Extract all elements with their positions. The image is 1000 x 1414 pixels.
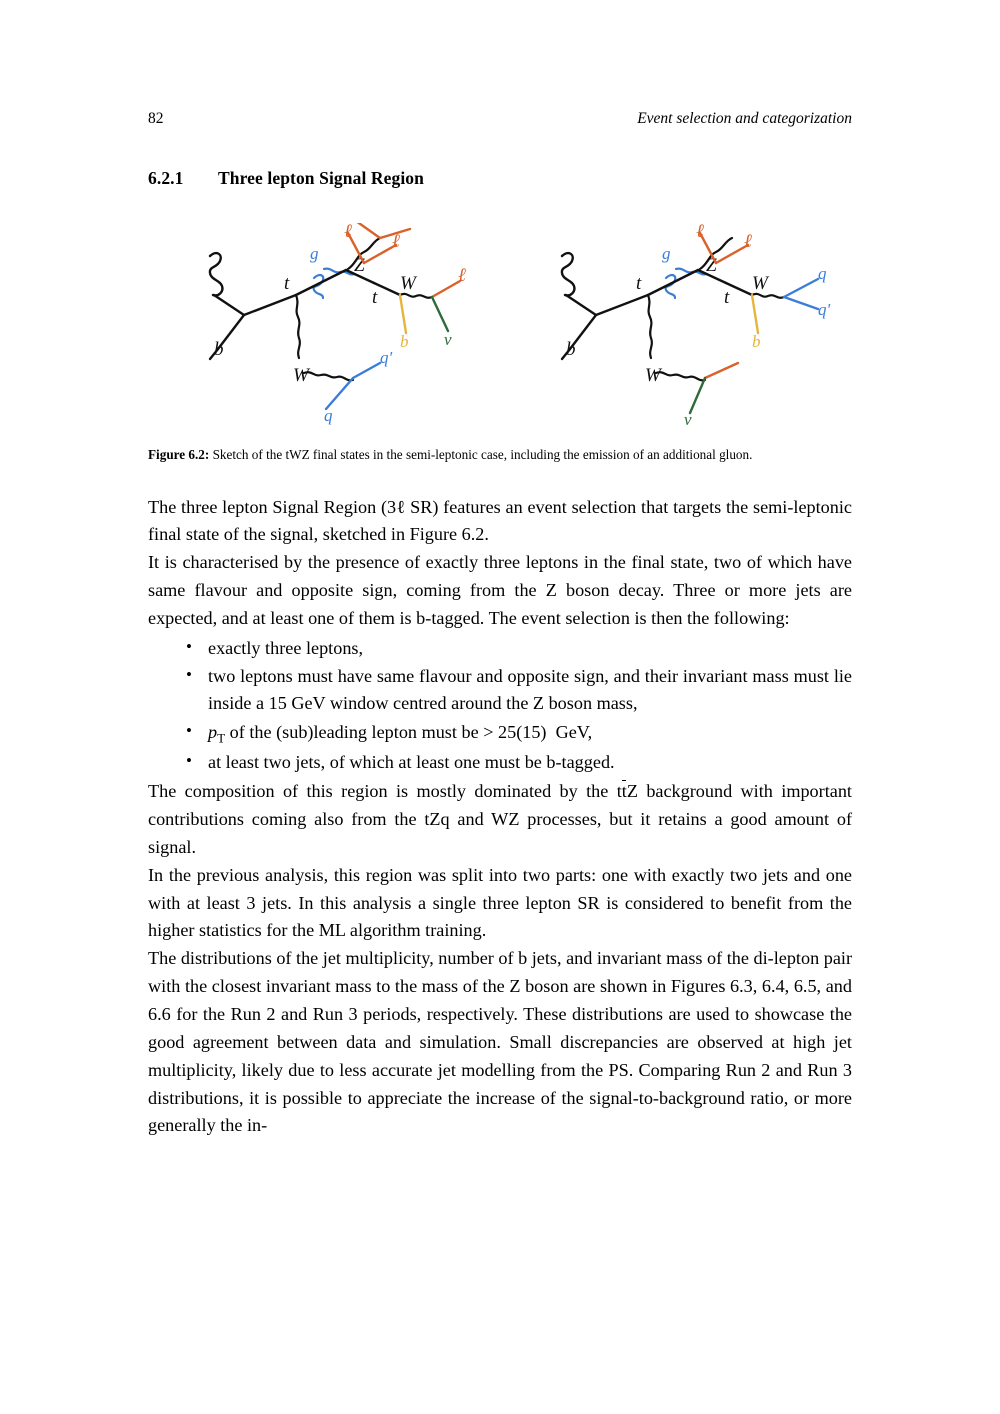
list-item: • exactly three leptons,: [186, 635, 852, 662]
svg-text:b: b: [400, 332, 409, 351]
svg-text:q: q: [818, 264, 827, 283]
svg-text:W: W: [400, 273, 416, 294]
svg-text:b: b: [214, 339, 224, 360]
figure-caption-text: Sketch of the tWZ final states in the semi-leptonic case, including the emission of an additional gluon.: [212, 447, 753, 462]
paragraph-3-post: Z background with important contributions coming also from the tZq and WZ processes, but it retains a good amount of signal.: [148, 781, 852, 857]
page-number: 82: [148, 110, 164, 127]
svg-text:q: q: [324, 406, 333, 425]
paragraph-1: The three lepton Signal Region (3ℓ SR) features an event selection that targets the semi-leptonic final state of the signal, sketched in Figure 6.2.: [148, 496, 852, 545]
svg-text:ℓ: ℓ: [744, 231, 752, 252]
svg-text:ℓ: ℓ: [458, 265, 466, 286]
body-text: [148, 494, 852, 1141]
svg-text:g: g: [662, 244, 671, 263]
section-title: Three lepton Signal Region: [218, 168, 424, 188]
feynman-diagram-sketch: [148, 223, 852, 438]
paragraph-5: The distributions of the jet multiplicity, number of b jets, and invariant mass of the di-lepton pair with the closest invariant mass to the mass of the Z boson are shown in Figures 6.3, 6.4, 6.5, and 6.6 for the Run 2 and Run 3 periods, respectively. These distributions are used to showcase the good agreement between data and simulation. Small discrepancies are observed at high jet multiplicity, likely due to less accurate jet modelling from the PS. Comparing Run 2 and Run 3 distributions, it is possible to appreciate the increase of the signal-to-background ratio, or more generally the in-: [148, 948, 852, 1136]
feynman-diagram-svg: [148, 223, 852, 438]
paragraph-2: It is characterised by the presence of exactly three leptons in the final state, two of which have same flavour and opposite sign, coming from the Z boson decay. Three or more jets are expected, and at least one of them is b-tagged. The event selection is then the following:: [148, 552, 852, 628]
svg-text:Z: Z: [706, 255, 717, 276]
svg-text:t: t: [372, 287, 378, 308]
svg-text:ℓ: ℓ: [696, 223, 704, 242]
svg-text:W: W: [645, 365, 661, 386]
svg-text:t: t: [284, 273, 290, 294]
list-item: • at least two jets, of which at least one must be b-tagged.: [186, 749, 852, 776]
svg-text:t: t: [724, 287, 730, 308]
svg-text:ℓ: ℓ: [392, 231, 400, 252]
svg-text:q': q': [818, 300, 831, 319]
svg-text:Z: Z: [354, 255, 365, 276]
list-item: • two leptons must have same flavour and opposite sign, and their invariant mass must lie inside a 15 GeV window centred around the Z boson mass,: [186, 663, 852, 718]
paragraph-3-pre: The composition of this region is mostly dominated by the t: [148, 781, 622, 802]
paragraph-3: [148, 778, 852, 862]
section-number: 6.2.1: [148, 168, 184, 188]
svg-text:W: W: [752, 273, 768, 294]
page-content: [148, 110, 852, 1140]
figure-label: Figure 6.2:: [148, 447, 210, 462]
svg-text:t: t: [636, 273, 642, 294]
figure-6-2: [148, 223, 852, 464]
running-head: [148, 110, 852, 128]
svg-text:q': q': [380, 348, 393, 367]
svg-text:ν: ν: [684, 410, 692, 429]
svg-text:ν: ν: [444, 330, 452, 349]
section-heading: [148, 168, 852, 189]
svg-text:b: b: [752, 332, 761, 351]
ttbar-overline: t: [621, 781, 627, 802]
svg-text:b: b: [566, 339, 576, 360]
paragraph-4: In the previous analysis, this region was split into two parts: one with exactly two jets and one with at least 3 jets. In this analysis a single three lepton SR is considered to benefit from the higher statistics for the ML algorithm training.: [148, 864, 852, 941]
svg-text:W: W: [293, 365, 309, 386]
selection-criteria-list: [148, 635, 852, 776]
svg-text:g: g: [310, 244, 319, 263]
figure-caption: [148, 446, 852, 464]
chapter-title: Event selection and categorization: [637, 110, 852, 127]
svg-text:ℓ: ℓ: [344, 223, 352, 242]
list-item: • $p_T$ of the (sub)leading lepton must be > 25(15) GeV,: [186, 719, 852, 748]
